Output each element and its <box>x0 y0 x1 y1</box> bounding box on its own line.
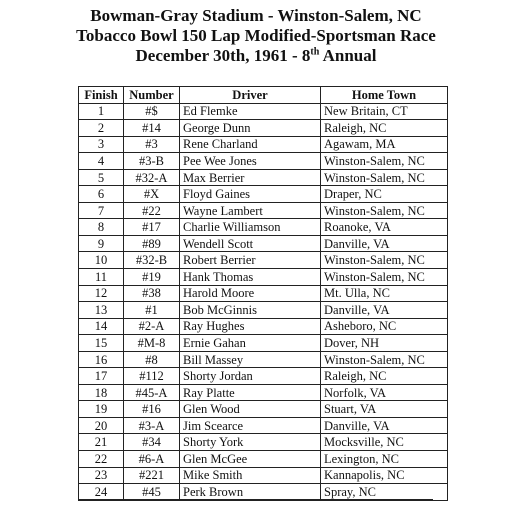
cell-driver: Glen Wood <box>180 401 321 418</box>
cell-finish: 5 <box>79 169 124 186</box>
cell-home-town: Danville, VA <box>321 302 448 319</box>
cell-finish: 8 <box>79 219 124 236</box>
cell-number: #$ <box>124 103 180 120</box>
cell-driver: Ray Platte <box>180 384 321 401</box>
cell-home-town: Lexington, NC <box>321 451 448 468</box>
cell-finish: 9 <box>79 235 124 252</box>
cell-number: #112 <box>124 368 180 385</box>
cell-finish: 16 <box>79 351 124 368</box>
cell-home-town: Winston-Salem, NC <box>321 202 448 219</box>
cell-number: #M-8 <box>124 335 180 352</box>
cell-finish: 18 <box>79 384 124 401</box>
cell-finish: 19 <box>79 401 124 418</box>
cell-home-town: Winston-Salem, NC <box>321 169 448 186</box>
table-row <box>79 285 448 302</box>
header-date-ordinal: th <box>310 46 320 58</box>
cell-home-town: Winston-Salem, NC <box>321 269 448 286</box>
table-row <box>79 318 448 335</box>
cell-driver: Jim Scearce <box>180 417 321 434</box>
cell-finish: 22 <box>79 451 124 468</box>
table-bottom-edge <box>78 499 433 500</box>
column-header-number: Number <box>124 87 180 104</box>
cell-home-town: Winston-Salem, NC <box>321 252 448 269</box>
table-row <box>79 235 448 252</box>
table-row <box>79 451 448 468</box>
cell-home-town: Raleigh, NC <box>321 368 448 385</box>
table-row <box>79 269 448 286</box>
column-header-driver: Driver <box>180 87 321 104</box>
cell-driver: Ernie Gahan <box>180 335 321 352</box>
cell-number: #38 <box>124 285 180 302</box>
cell-finish: 10 <box>79 252 124 269</box>
cell-number: #8 <box>124 351 180 368</box>
cell-number: #2-A <box>124 318 180 335</box>
cell-home-town: Spray, NC <box>321 484 448 501</box>
cell-home-town: New Britain, CT <box>321 103 448 120</box>
cell-number: #3-B <box>124 153 180 170</box>
table-row <box>79 484 448 501</box>
cell-driver: Perk Brown <box>180 484 321 501</box>
cell-home-town: Kannapolis, NC <box>321 467 448 484</box>
cell-number: #6-A <box>124 451 180 468</box>
table-row <box>79 467 448 484</box>
cell-number: #17 <box>124 219 180 236</box>
cell-number: #32-A <box>124 169 180 186</box>
cell-finish: 4 <box>79 153 124 170</box>
header-race-title: Tobacco Bowl 150 Lap Modified-Sportsman Race <box>76 26 436 45</box>
cell-driver: Ray Hughes <box>180 318 321 335</box>
results-table <box>78 86 448 501</box>
cell-number: #32-B <box>124 252 180 269</box>
table-row <box>79 169 448 186</box>
cell-number: #34 <box>124 434 180 451</box>
cell-number: #221 <box>124 467 180 484</box>
cell-finish: 12 <box>79 285 124 302</box>
table-row <box>79 136 448 153</box>
cell-number: #16 <box>124 401 180 418</box>
cell-home-town: Danville, VA <box>321 417 448 434</box>
cell-finish: 17 <box>79 368 124 385</box>
results-table-body <box>79 103 448 500</box>
header-date-annual: Annual <box>319 46 377 65</box>
table-row <box>79 219 448 236</box>
cell-driver: Charlie Williamson <box>180 219 321 236</box>
table-row <box>79 103 448 120</box>
table-row <box>79 351 448 368</box>
cell-number: #3 <box>124 136 180 153</box>
cell-home-town: Raleigh, NC <box>321 120 448 137</box>
table-row <box>79 302 448 319</box>
cell-finish: 11 <box>79 269 124 286</box>
cell-finish: 23 <box>79 467 124 484</box>
cell-driver: Floyd Gaines <box>180 186 321 203</box>
cell-home-town: Roanoke, VA <box>321 219 448 236</box>
cell-home-town: Draper, NC <box>321 186 448 203</box>
cell-driver: Pee Wee Jones <box>180 153 321 170</box>
cell-number: #45-A <box>124 384 180 401</box>
table-row <box>79 384 448 401</box>
cell-driver: Ed Flemke <box>180 103 321 120</box>
cell-home-town: Stuart, VA <box>321 401 448 418</box>
header-date <box>0 46 512 66</box>
cell-driver: Harold Moore <box>180 285 321 302</box>
cell-number: #45 <box>124 484 180 501</box>
cell-driver: Wendell Scott <box>180 235 321 252</box>
cell-finish: 3 <box>79 136 124 153</box>
cell-home-town: Mocksville, NC <box>321 434 448 451</box>
header-venue: Bowman-Gray Stadium - Winston-Salem, NC <box>90 6 422 25</box>
table-row <box>79 120 448 137</box>
table-row <box>79 401 448 418</box>
cell-driver: Shorty Jordan <box>180 368 321 385</box>
cell-finish: 13 <box>79 302 124 319</box>
table-row <box>79 202 448 219</box>
cell-home-town: Asheboro, NC <box>321 318 448 335</box>
table-row <box>79 417 448 434</box>
table-row <box>79 153 448 170</box>
cell-finish: 24 <box>79 484 124 501</box>
cell-driver: Wayne Lambert <box>180 202 321 219</box>
document-header <box>0 6 512 66</box>
table-header-row <box>79 87 448 104</box>
cell-finish: 7 <box>79 202 124 219</box>
table-row <box>79 368 448 385</box>
cell-number: #1 <box>124 302 180 319</box>
cell-driver: Shorty York <box>180 434 321 451</box>
cell-number: #22 <box>124 202 180 219</box>
cell-finish: 20 <box>79 417 124 434</box>
cell-driver: Hank Thomas <box>180 269 321 286</box>
cell-number: #19 <box>124 269 180 286</box>
cell-finish: 6 <box>79 186 124 203</box>
cell-home-town: Winston-Salem, NC <box>321 351 448 368</box>
table-row <box>79 252 448 269</box>
cell-home-town: Winston-Salem, NC <box>321 153 448 170</box>
cell-finish: 15 <box>79 335 124 352</box>
table-row <box>79 335 448 352</box>
cell-finish: 1 <box>79 103 124 120</box>
column-header-finish: Finish <box>79 87 124 104</box>
cell-finish: 14 <box>79 318 124 335</box>
cell-finish: 2 <box>79 120 124 137</box>
cell-driver: Rene Charland <box>180 136 321 153</box>
cell-home-town: Dover, NH <box>321 335 448 352</box>
header-date-text: December 30th, 1961 - 8 <box>135 46 311 65</box>
cell-home-town: Agawam, MA <box>321 136 448 153</box>
cell-driver: Max Berrier <box>180 169 321 186</box>
cell-driver: Bill Massey <box>180 351 321 368</box>
cell-driver: Glen McGee <box>180 451 321 468</box>
table-row <box>79 434 448 451</box>
cell-number: #89 <box>124 235 180 252</box>
cell-number: #X <box>124 186 180 203</box>
cell-driver: Mike Smith <box>180 467 321 484</box>
cell-number: #14 <box>124 120 180 137</box>
table-row <box>79 186 448 203</box>
cell-home-town: Norfolk, VA <box>321 384 448 401</box>
column-header-home-town: Home Town <box>321 87 448 104</box>
cell-driver: Bob McGinnis <box>180 302 321 319</box>
cell-home-town: Danville, VA <box>321 235 448 252</box>
cell-driver: George Dunn <box>180 120 321 137</box>
cell-home-town: Mt. Ulla, NC <box>321 285 448 302</box>
cell-number: #3-A <box>124 417 180 434</box>
cell-finish: 21 <box>79 434 124 451</box>
cell-driver: Robert Berrier <box>180 252 321 269</box>
